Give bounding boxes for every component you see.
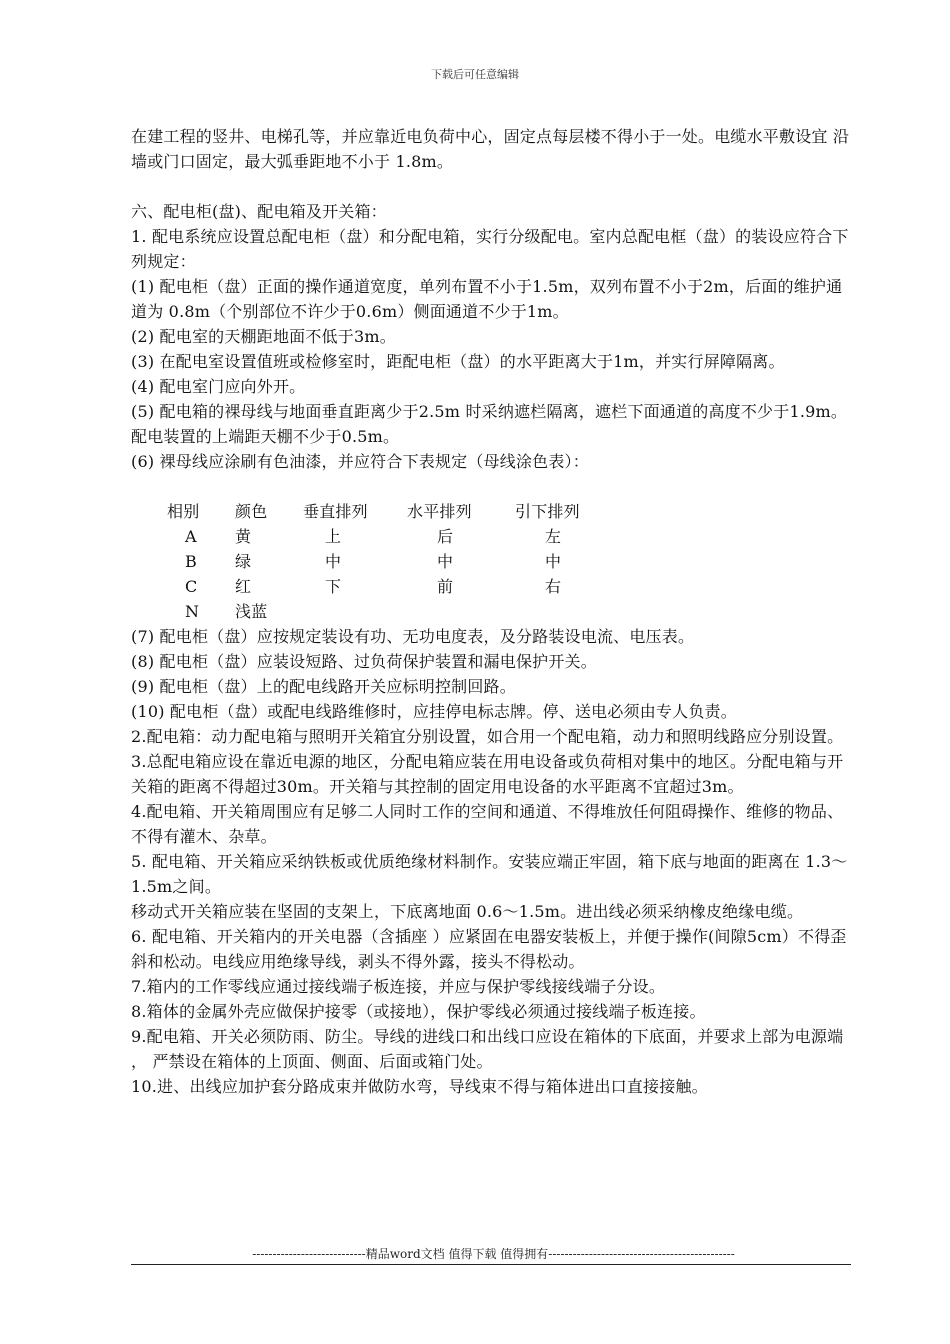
table-cell [303,599,407,624]
table-cell: 上 [325,527,342,546]
table-header-cell: 相别 [167,502,200,521]
table-row [167,524,856,549]
paragraph: 5. 配电箱、开关箱应采纳铁板或优质绝缘材料制作。安装应端正牢固，箱下底与地面的距离在 1.3～1.5m之间。 [131,852,848,896]
table-row [167,574,856,599]
paragraph: 10.进、出线应加护套分路成束并做防水弯，导线束不得与箱体进出口直接接触。 [131,1077,708,1096]
paragraph: (8) 配电柜（盘）应装设短路、过负荷保护装置和漏电保护开关。 [131,652,597,671]
paragraph: (2) 配电室的天棚距地面不低于3m。 [131,327,396,346]
paragraph: (4) 配电室门应向外开。 [131,377,306,396]
paragraph: 3.总配电箱应设在靠近电源的地区，分配电箱应装在用电设备或负荷相对集中的地区。分配电箱与开关箱的距离不得超过30m。开关箱与其控制的固定用电设备的水平距离不宜超过3m。 [131,752,844,796]
table-cell: 红 [235,577,252,596]
paragraph: (6) 裸母线应涂刷有色油漆，并应符合下表规定（母线涂色表）： [131,452,589,471]
page-footer: ----------------------------精品word文档 值得下载 值得拥有---------------------------------------------- [252,1247,735,1261]
table-cell: 左 [545,527,562,546]
table-cell: 右 [545,577,562,596]
table-cell [515,599,605,624]
document-body [131,124,856,1099]
table-cell: B [185,552,197,571]
table-cell: N [185,602,200,621]
page-header: 下载后可任意编辑 [431,68,519,81]
paragraph: 在建工程的竖井、电梯孔等，并应靠近电负荷中心，固定点每层楼不得小于一处。电缆水平敷设宜 沿墙或门口固定，最大弧垂距地不小于 1.8m。 [131,127,850,171]
section-title: 六、配电柜(盘)、配电箱及开关箱： [131,202,387,221]
table-header-cell: 颜色 [235,502,268,521]
table-cell [407,599,515,624]
table-cell: 下 [325,577,342,596]
blank-line [131,474,856,499]
paragraph: 9.配电箱、开关必须防雨、防尘。导线的进线口和出线口应设在箱体的下底面，并要求上部为电源端 ， 严禁设在箱体的上顶面、侧面、后面或箱门处。 [131,1027,844,1071]
busbar-color-table [167,499,856,624]
table-header-cell: 垂直排列 [303,502,368,521]
table-cell: 后 [437,527,454,546]
paragraph: (7) 配电柜（盘）应按规定装设有功、无功电度表，及分路装设电流、电压表。 [131,627,695,646]
paragraph: (1) 配电柜（盘）正面的操作通道宽度，单列布置不小于1.5m，双列布置不小于2m，后面的维护通道为 0.8m（个别部位不许少于0.6m）侧面通道不少于1m。 [131,277,843,321]
paragraph: 4.配电箱、开关箱周围应有足够二人同时工作的空间和通道、不得堆放任何阻碍操作、维修的物品、不得有灌木、杂草。 [131,802,844,846]
footer-divider [131,1264,851,1265]
table-header-row [167,499,856,524]
blank-line [131,174,856,199]
paragraph: 2.配电箱：动力配电箱与照明开关箱宜分别设置，如合用一个配电箱，动力和照明线路应分别设置。 [131,727,844,746]
table-cell: 前 [437,577,454,596]
table-cell: 中 [437,552,454,571]
paragraph: 1. 配电系统应设置总配电柜（盘）和分配电箱，实行分级配电。室内总配电框（盘）的装设应符合下列规定： [131,227,849,271]
paragraph: (9) 配电柜（盘）上的配电线路开关应标明控制回路。 [131,677,516,696]
paragraph: 6. 配电箱、开关箱内的开关电器（含插座 ）应紧固在电器安装板上，并便于操作(间隙5cm）不得歪斜和松动。电线应用绝缘导线，剥头不得外露，接头不得松动。 [131,927,847,971]
paragraph: 8.箱体的金属外壳应做保护接零（或接地），保护零线必须通过接线端子板连接。 [131,1002,706,1021]
paragraph: (3) 在配电室设置值班或检修室时，距配电柜（盘）的水平距离大于1m，并实行屏障隔离。 [131,352,785,371]
table-header-cell: 水平排列 [407,502,472,521]
paragraph: 7.箱内的工作零线应通过接线端子板连接，并应与保护零线接线端子分设。 [131,977,666,996]
table-row [167,549,856,574]
table-cell: 浅蓝 [235,602,268,621]
table-cell: A [185,527,197,546]
table-cell: 中 [325,552,342,571]
table-row [167,599,856,624]
paragraph: (5) 配电箱的裸母线与地面垂直距离少于2.5m 时采纳遮栏隔离，遮栏下面通道的高度不少于1.9m。配电装置的上端距天棚不少于0.5m。 [131,402,848,446]
table-cell: 黄 [235,527,252,546]
paragraph: (10) 配电柜（盘）或配电线路维修时，应挂停电标志牌。停、送电必须由专人负责。 [131,702,737,721]
table-cell: 绿 [235,552,252,571]
table-cell: C [185,577,198,596]
table-header-cell: 引下排列 [515,502,580,521]
paragraph: 移动式开关箱应装在坚固的支架上，下底离地面 0.6～1.5m。进出线必须采纳橡皮绝缘电缆。 [131,902,804,921]
table-cell: 中 [545,552,562,571]
